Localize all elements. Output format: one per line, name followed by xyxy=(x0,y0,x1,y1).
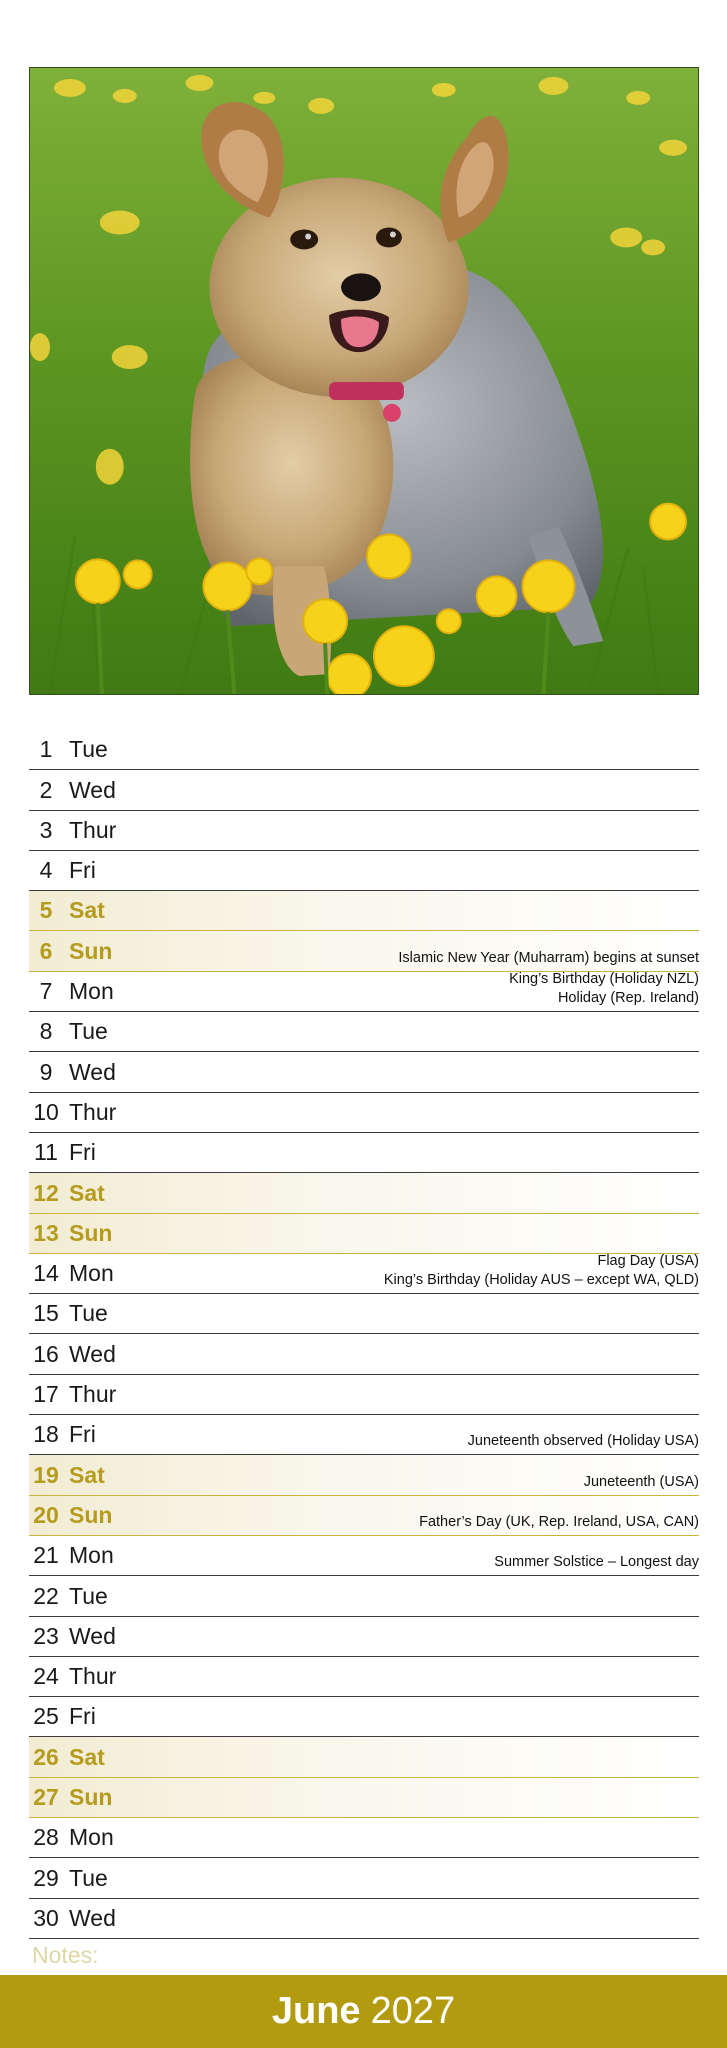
day-row xyxy=(29,1536,699,1576)
day-name: Sat xyxy=(69,897,105,924)
day-name: Sat xyxy=(69,1179,105,1206)
day-row xyxy=(29,811,699,851)
day-number: 19 xyxy=(33,1461,59,1488)
day-list xyxy=(29,730,699,1939)
day-name: Wed xyxy=(69,776,116,803)
event-text: Juneteenth (USA) xyxy=(583,1473,699,1490)
day-number: 9 xyxy=(39,1058,53,1085)
day-name: Sun xyxy=(69,937,113,964)
event-text: Islamic New Year (Muharram) begins at sunset xyxy=(398,949,699,966)
day-number: 6 xyxy=(39,937,53,964)
day-row xyxy=(29,891,699,931)
day-number: 29 xyxy=(33,1864,59,1891)
day-row xyxy=(29,730,699,770)
day-number: 27 xyxy=(33,1784,59,1811)
day-number: 22 xyxy=(33,1582,59,1609)
day-name: Wed xyxy=(69,1340,116,1367)
day-name: Sat xyxy=(69,1461,105,1488)
day-number: 30 xyxy=(33,1904,59,1931)
day-number: 11 xyxy=(34,1139,58,1166)
event-text: Father’s Day (UK, Rep. Ireland, USA, CAN) xyxy=(419,1513,699,1530)
day-events xyxy=(584,1473,699,1492)
day-row xyxy=(29,851,699,891)
day-row xyxy=(29,1052,699,1092)
day-row xyxy=(29,1455,699,1495)
day-name: Tue xyxy=(69,1018,108,1045)
day-name: Mon xyxy=(69,1542,114,1569)
day-number: 3 xyxy=(39,816,53,843)
day-number: 2 xyxy=(39,776,53,803)
day-name: Wed xyxy=(69,1622,116,1649)
day-name: Sun xyxy=(69,1784,113,1811)
day-events xyxy=(509,970,699,1008)
day-number: 7 xyxy=(39,978,53,1005)
day-number: 23 xyxy=(33,1622,59,1649)
day-number: 13 xyxy=(33,1219,59,1246)
day-row xyxy=(29,1858,699,1898)
day-row xyxy=(29,1737,699,1777)
day-name: Mon xyxy=(69,1260,114,1287)
day-name: Fri xyxy=(69,1421,96,1448)
day-number: 18 xyxy=(33,1421,59,1448)
day-row xyxy=(29,1617,699,1657)
day-number: 10 xyxy=(33,1098,59,1125)
day-row xyxy=(29,1254,699,1294)
day-number: 25 xyxy=(33,1703,59,1730)
day-name: Wed xyxy=(69,1904,116,1931)
day-name: Sat xyxy=(69,1743,105,1770)
day-row xyxy=(29,1657,699,1697)
day-row xyxy=(29,972,699,1012)
day-row xyxy=(29,1133,699,1173)
day-number: 24 xyxy=(33,1663,59,1690)
event-text: King’s Birthday (Holiday NZL) xyxy=(509,971,699,988)
day-name: Thur xyxy=(69,816,117,843)
day-row xyxy=(29,770,699,810)
day-name: Thur xyxy=(69,1381,117,1408)
day-row xyxy=(29,931,699,971)
day-row xyxy=(29,1334,699,1374)
day-name: Thur xyxy=(69,1098,117,1125)
day-events xyxy=(419,1513,699,1532)
day-number: 15 xyxy=(33,1300,59,1327)
day-name: Fri xyxy=(69,1703,96,1730)
day-number: 1 xyxy=(39,736,53,763)
day-name: Tue xyxy=(69,1864,108,1891)
day-number: 16 xyxy=(33,1340,59,1367)
day-number: 4 xyxy=(39,857,53,884)
event-text: Juneteenth observed (Holiday USA) xyxy=(467,1433,699,1450)
day-row xyxy=(29,1697,699,1737)
day-number: 12 xyxy=(33,1179,59,1206)
day-events xyxy=(398,949,699,968)
event-text: Holiday (Rep. Ireland) xyxy=(557,990,699,1007)
day-number: 8 xyxy=(39,1018,53,1045)
day-number: 26 xyxy=(33,1743,59,1770)
day-row xyxy=(29,1375,699,1415)
day-row xyxy=(29,1093,699,1133)
event-text: Summer Solstice – Longest day xyxy=(494,1554,699,1571)
month-footer xyxy=(0,1975,727,2048)
dog-photo-illustration xyxy=(30,68,698,694)
day-row xyxy=(29,1012,699,1052)
day-name: Sun xyxy=(69,1219,113,1246)
day-row xyxy=(29,1818,699,1858)
day-name: Mon xyxy=(69,978,114,1005)
day-number: 5 xyxy=(39,897,53,924)
month-name: June xyxy=(271,1990,361,2032)
year: 2027 xyxy=(370,1990,456,2032)
day-number: 17 xyxy=(33,1381,59,1408)
day-name: Sun xyxy=(69,1501,113,1528)
day-number: 20 xyxy=(33,1501,59,1528)
day-row xyxy=(29,1576,699,1616)
event-text: Flag Day (USA) xyxy=(597,1253,699,1270)
day-name: Tue xyxy=(69,1582,108,1609)
notes-label: Notes: xyxy=(32,1942,99,1968)
day-row xyxy=(29,1778,699,1818)
day-number: 21 xyxy=(33,1542,59,1569)
day-row xyxy=(29,1899,699,1939)
day-events xyxy=(384,1252,699,1290)
day-row xyxy=(29,1173,699,1213)
day-row xyxy=(29,1214,699,1254)
day-name: Tue xyxy=(69,736,108,763)
day-name: Fri xyxy=(69,857,96,884)
day-row xyxy=(29,1496,699,1536)
day-number: 28 xyxy=(33,1824,59,1851)
day-events xyxy=(468,1432,699,1451)
calendar-photo xyxy=(29,67,699,695)
day-row xyxy=(29,1294,699,1334)
event-text: King’s Birthday (Holiday AUS – except WA, QLD) xyxy=(383,1272,699,1289)
day-events xyxy=(494,1553,699,1572)
day-number: 14 xyxy=(33,1260,59,1287)
day-name: Tue xyxy=(69,1300,108,1327)
day-row xyxy=(29,1415,699,1455)
day-name: Wed xyxy=(69,1058,116,1085)
day-name: Mon xyxy=(69,1824,114,1851)
day-name: Thur xyxy=(69,1663,117,1690)
day-name: Fri xyxy=(69,1139,96,1166)
